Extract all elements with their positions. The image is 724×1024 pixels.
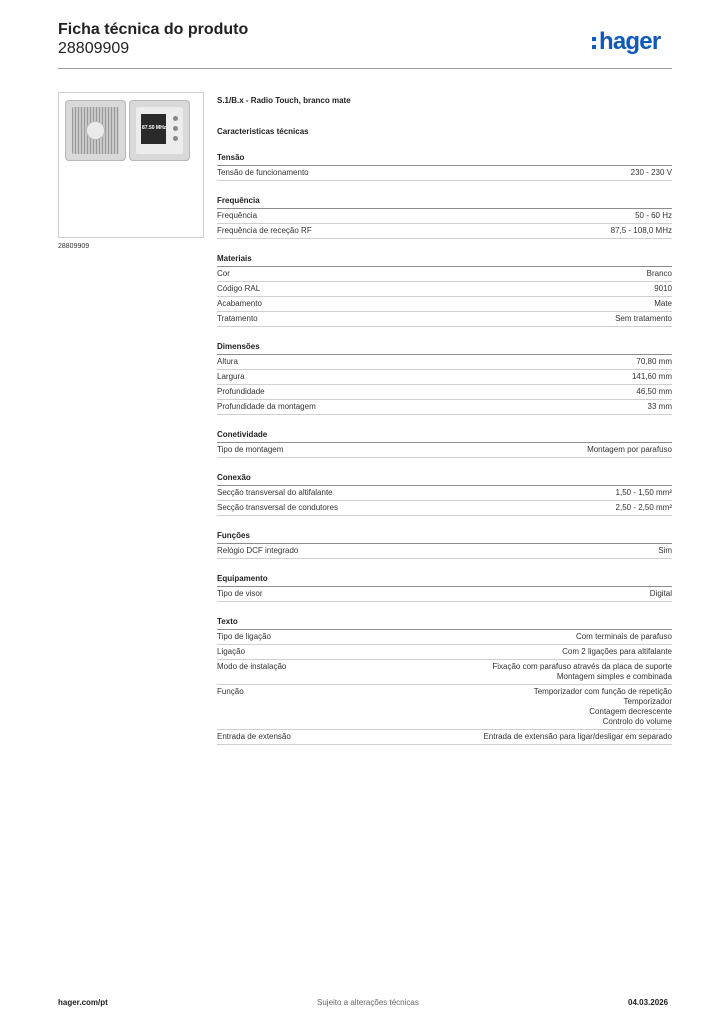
image-caption: 28809909 [58,243,90,250]
spec-value-line: 46,50 mm [636,387,672,396]
spec-value-line: 70,80 mm [636,357,672,366]
spec-label: Tipo de montagem [217,445,284,454]
spec-row [217,224,672,239]
hager-logo [592,28,660,56]
spec-value-line: Montagem simples e combinada [556,672,672,681]
footer-url: hager.com/pt [58,998,108,1007]
spec-row [217,645,672,660]
spec-value-line: Montagem por parafuso [587,445,672,454]
speaker-grille-icon [72,107,119,154]
spec-label: Secção transversal de condutores [217,503,338,512]
spec-label: Profundidade da montagem [217,402,316,411]
product-name: S.1/B.x - Radio Touch, branco mate [217,96,351,105]
spec-row [217,400,672,415]
spec-label: Cor [217,269,230,278]
spec-column [217,90,672,745]
spec-group [217,253,672,327]
spec-label: Secção transversal do altifalante [217,488,333,497]
spec-label: Relógio DCF integrado [217,546,299,555]
spec-row [217,355,672,370]
spec-value [635,211,672,221]
spec-label: Tensão de funcionamento [217,168,309,177]
spec-value-line: 2,50 - 2,50 mm² [615,503,672,512]
radio-face [136,107,183,154]
spec-label: Modo de instalação [217,662,287,671]
spec-row [217,630,672,645]
spec-row [217,587,672,602]
speaker-plate [65,100,126,161]
spec-value-line: Com terminais de parafuso [575,632,672,641]
spec-row [217,486,672,501]
spec-value [650,589,672,599]
spec-value [576,632,672,642]
spec-value-line: Com 2 ligações para altifalante [562,647,672,656]
spec-label: Acabamento [217,299,262,308]
spec-row [217,501,672,516]
spec-value-line: 9010 [654,284,672,293]
spec-row [217,544,672,559]
spec-value [616,488,672,498]
spec-value-line: Fixação com parafuso através da placa de suporte [492,662,672,671]
spec-value [615,314,672,324]
spec-groups [217,152,672,745]
spec-row [217,282,672,297]
spec-value-line: Digital [649,589,672,598]
spec-value [631,168,672,178]
spec-value [611,226,672,236]
spec-value-line: Controlo do volume [602,717,672,726]
spec-row [217,685,672,730]
spec-label: Largura [217,372,245,381]
spec-label: Código RAL [217,284,261,293]
spec-value [647,269,672,279]
spec-value [562,647,672,657]
spec-value [492,662,672,682]
spec-group [217,573,672,602]
spec-group-title: Dimensões [217,341,672,355]
spec-group [217,616,672,745]
logo-colon-icon [592,28,597,49]
spec-group [217,152,672,181]
spec-group [217,429,672,458]
spec-group-title: Funções [217,530,672,544]
spec-value [483,732,672,742]
spec-value-line: 50 - 60 Hz [635,211,672,220]
spec-value-line: Sim [658,546,672,555]
spec-label: Entrada de extensão [217,732,291,741]
radio-display [141,114,166,144]
spec-label: Ligação [217,647,246,656]
spec-row [217,312,672,327]
spec-value [636,357,672,367]
spec-row [217,166,672,181]
spec-value [534,687,672,727]
spec-label: Tipo de ligação [217,632,271,641]
spec-value-line: Sem tratamento [615,314,672,323]
spec-row [217,660,672,685]
spec-label: Frequência de receção RF [217,226,312,235]
spec-row [217,297,672,312]
spec-label: Profundidade [217,387,265,396]
spec-value-line: Contagem decrescente [589,707,672,716]
spec-value [632,372,672,382]
spec-group-title: Texto [217,616,672,630]
speaker-center-icon [87,122,104,139]
spec-value [654,284,672,294]
spec-group [217,472,672,516]
page-title: Ficha técnica do produto [58,21,249,38]
spec-group [217,195,672,239]
tech-heading: Caracteristicas técnicas [217,127,309,136]
spec-value [616,503,672,513]
spec-group-title: Tensão [217,152,672,166]
product-image [58,92,204,238]
radio-button-icon [173,136,178,141]
spec-row [217,267,672,282]
logo-text: hager [599,28,661,55]
spec-value-line: Temporizador [623,697,672,706]
spec-value-line: Entrada de extensão para ligar/desligar em separado [483,732,672,741]
spec-label: Função [217,687,244,696]
footer-note: Sujeito a alterações técnicas [317,998,419,1007]
spec-row [217,385,672,400]
spec-group-title: Conexão [217,472,672,486]
radio-display-text: 87.50 MHz [142,125,167,131]
radio-button-icon [173,116,178,121]
spec-value-line: 230 - 230 V [630,168,672,177]
spec-row [217,730,672,745]
spec-label: Frequência [217,211,258,220]
spec-value-line: Mate [654,299,672,308]
spec-row [217,370,672,385]
spec-value-line: Temporizador com função de repetição [533,687,672,696]
spec-label: Tratamento [217,314,258,323]
spec-value [648,402,672,412]
spec-value-line: 141,60 mm [631,372,672,381]
spec-row [217,443,672,458]
footer-date: 04.03.2026 [628,998,669,1007]
spec-value-line: 33 mm [647,402,672,411]
spec-group-title: Equipamento [217,573,672,587]
spec-value-line: 1,50 - 1,50 mm² [615,488,672,497]
spec-label: Altura [217,357,238,366]
spec-group [217,341,672,415]
product-code: 28809909 [58,40,130,57]
radio-plate [129,100,190,161]
spec-group-title: Conetividade [217,429,672,443]
spec-value-line: 87,5 - 108,0 MHz [610,226,672,235]
spec-row [217,209,672,224]
spec-group [217,530,672,559]
spec-value [658,546,672,556]
spec-value [587,445,672,455]
radio-button-icon [173,126,178,131]
spec-value [654,299,672,309]
spec-value [636,387,672,397]
spec-group-title: Frequência [217,195,672,209]
spec-group-title: Materiais [217,253,672,267]
spec-value-line: Branco [646,269,672,278]
header-divider [58,68,672,69]
spec-label: Tipo de visor [217,589,263,598]
